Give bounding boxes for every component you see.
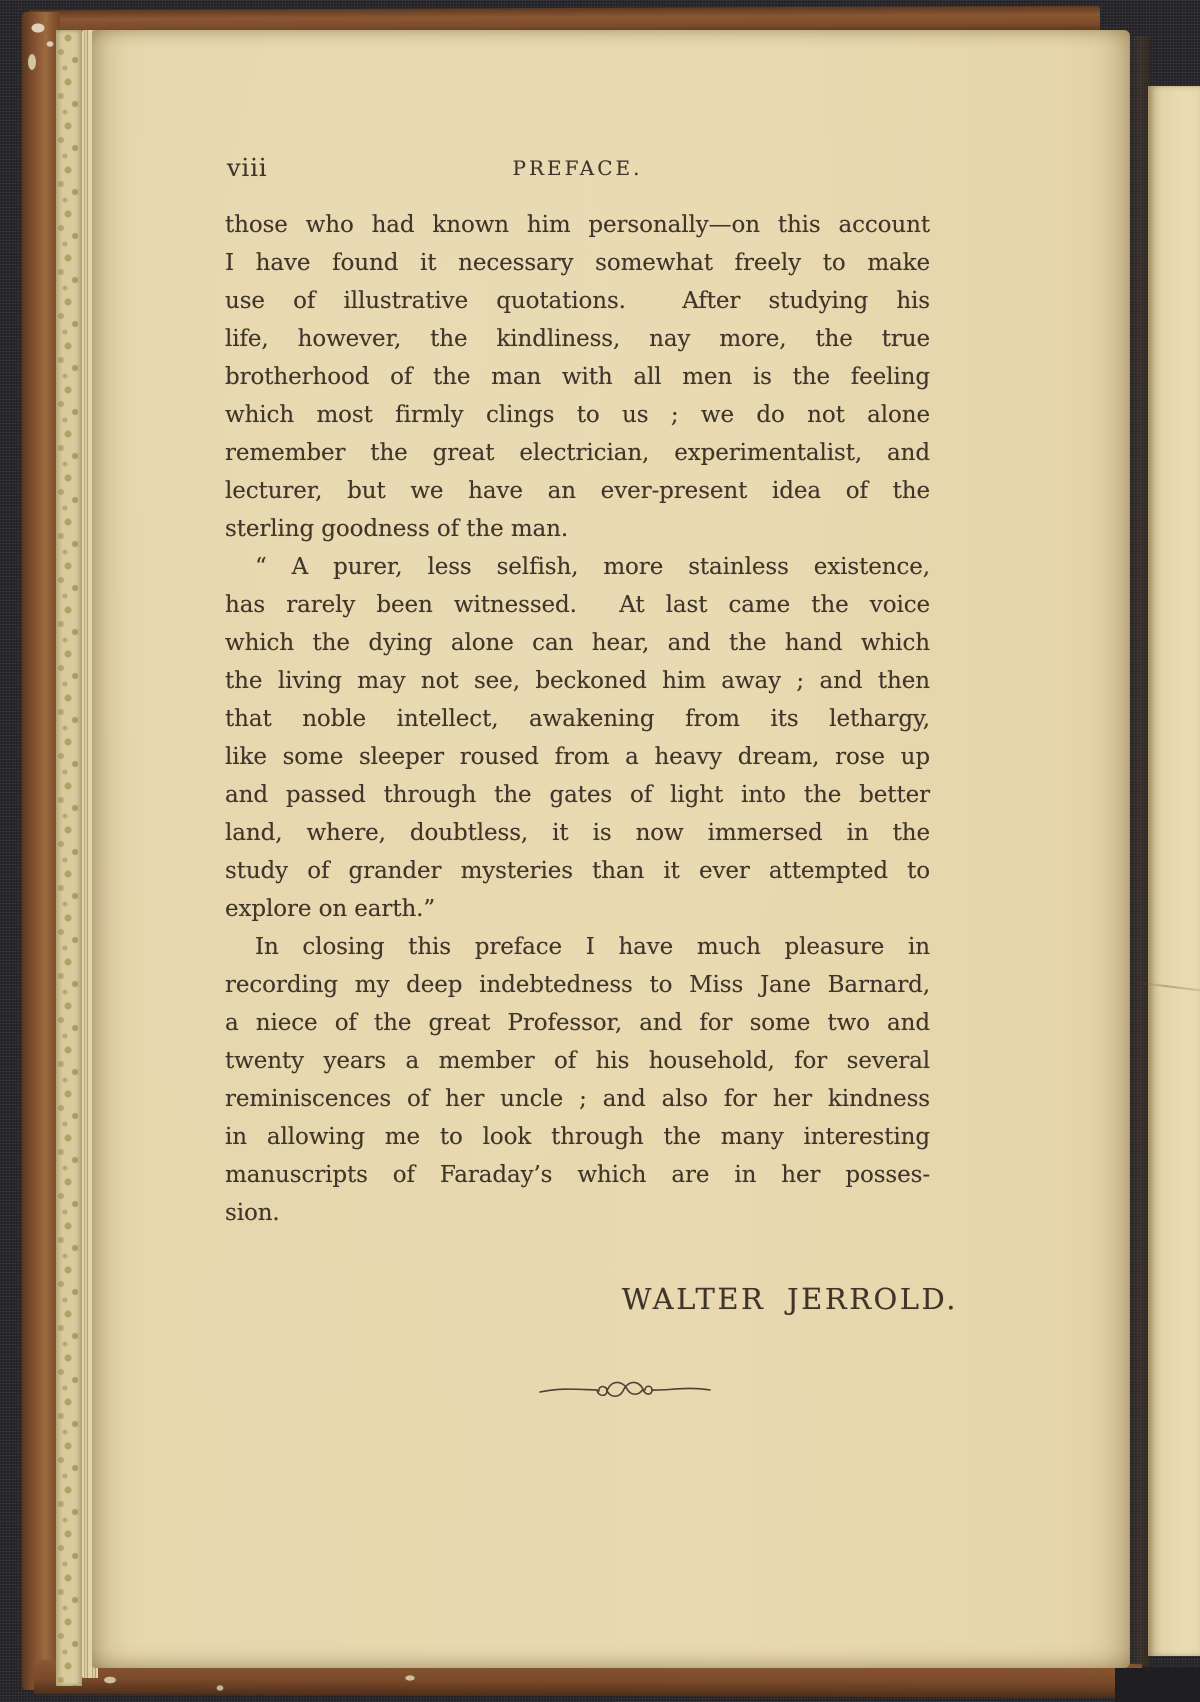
text-line: has rarely been witnessed. At last came the voice xyxy=(225,592,930,618)
text-line: which the dying alone can hear, and the hand which xyxy=(225,630,930,656)
facing-page-edge xyxy=(1148,86,1200,1656)
text-line: remember the great electrician, experimentalist, and xyxy=(225,440,930,466)
text-line: explore on earth.” xyxy=(225,896,436,922)
text-line: study of grander mysteries than it ever attempted to xyxy=(225,858,930,884)
author-signature: WALTER JERROLD. xyxy=(621,1282,958,1316)
text-line: sion. xyxy=(225,1200,280,1226)
text-line: like some sleeper roused from a heavy dream, rose up xyxy=(225,744,930,770)
book-cover-spine-edge xyxy=(22,12,60,1690)
leather-wear-marks-bottom xyxy=(80,1668,440,1698)
text-line: I have found it necessary somewhat freely to make xyxy=(225,250,930,276)
text-line: a niece of the great Professor, and for some two and xyxy=(225,1010,930,1036)
page-gutter-shadow xyxy=(1128,36,1150,1666)
text-line: lecturer, but we have an ever-present idea of the xyxy=(225,478,930,504)
text-line: twenty years a member of his household, for several xyxy=(225,1048,930,1074)
text-line: recording my deep indebtedness to Miss Jane Barnard, xyxy=(225,972,930,998)
book-page xyxy=(92,30,1130,1668)
printed-text-block xyxy=(225,152,958,1410)
text-line: in allowing me to look through the many interesting xyxy=(225,1124,930,1150)
text-line: that noble intellect, awakening from its lethargy, xyxy=(225,706,930,732)
floral-endpaper-strip xyxy=(56,30,82,1686)
text-line: manuscripts of Faraday’s which are in her posses- xyxy=(225,1162,930,1188)
text-line: life, however, the kindliness, nay more, the true xyxy=(225,326,930,352)
text-line: brotherhood of the man with all men is the feeling xyxy=(225,364,930,390)
text-line: which most firmly clings to us ; we do not alone xyxy=(225,402,930,428)
page-header xyxy=(225,152,930,182)
cloth-corner-bottom-right xyxy=(1115,1668,1200,1702)
ornament-row xyxy=(225,1376,930,1410)
preface-body xyxy=(225,206,930,1232)
text-line: land, where, doubtless, it is now immersed in the xyxy=(225,820,930,846)
text-line: the living may not see, beckoned him away ; and then xyxy=(225,668,930,694)
page-number: viii xyxy=(227,154,268,182)
text-line: those who had known him personally—on this account xyxy=(225,212,930,238)
page-title: PREFACE. xyxy=(512,156,643,180)
text-line: reminiscences of her uncle ; and also for her kindness xyxy=(225,1086,930,1112)
flourish-icon xyxy=(537,1376,713,1406)
text-line: sterling goodness of the man. xyxy=(225,516,569,542)
text-line: use of illustrative quotations. After studying his xyxy=(225,288,930,314)
text-line: In closing this preface I have much pleasure in xyxy=(255,934,930,960)
text-line: and passed through the gates of light into the better xyxy=(225,782,930,808)
text-line: “ A purer, less selfish, more stainless existence, xyxy=(255,554,930,580)
